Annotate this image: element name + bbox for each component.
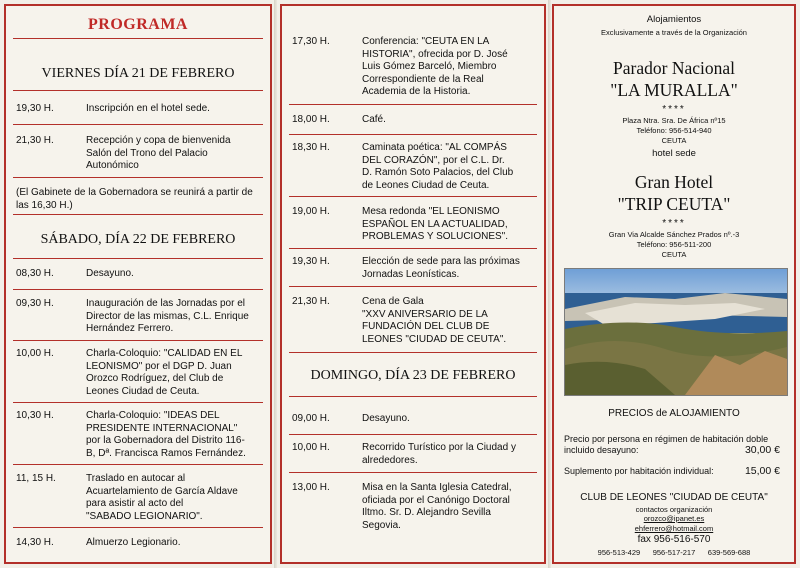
lodging-title: Alojamientos — [646, 14, 702, 25]
fax-number: fax 956-516-570 — [637, 534, 711, 545]
programa-title: PROGRAMA — [88, 16, 188, 33]
hotel1-stars: **** — [662, 104, 686, 115]
event-line: Inauguración de las Jornadas por el — [86, 298, 245, 309]
phone-number: 639-569-688 — [707, 548, 751, 557]
event-line: Elección de sede para las próximas — [362, 256, 520, 267]
event-description — [362, 206, 534, 244]
event-line: Charla-Coloquio: "CALIDAD EN EL — [86, 348, 243, 359]
event-description — [86, 537, 262, 550]
price-description: Precio por persona en régimen de habitación doble — [564, 434, 769, 444]
divider — [289, 434, 537, 435]
phone-number: 956-517-217 — [652, 548, 696, 557]
event-line: Segovia. — [362, 519, 401, 531]
ceuta-landscape-image — [565, 269, 787, 395]
event-line: por la Gobernadora del Distrito 116- — [86, 435, 245, 446]
divider — [13, 177, 263, 178]
divider — [289, 196, 537, 197]
event-line: Salón del Trono del Palacio — [86, 147, 208, 159]
hotel-sede-badge: hotel sede — [652, 148, 696, 159]
event-description — [86, 473, 262, 523]
divider — [13, 90, 263, 91]
event-line: Misa en la Santa Iglesia Catedral, — [362, 482, 512, 493]
event-line: Caminata poética: "AL COMPÁS — [362, 142, 507, 153]
hotel2-stars: **** — [662, 218, 686, 229]
event-line: LEONISMO" por el DGP D. Juan — [86, 360, 232, 372]
event-line: Leones Ciudad de Ceuta. — [86, 385, 200, 397]
divider — [13, 402, 263, 403]
event-line: Luis Gómez Barceló, Miembro — [362, 61, 497, 72]
event-line: de Leones Ciudad de Ceuta. — [362, 179, 490, 191]
event-description — [362, 142, 534, 192]
event-time: 10,00 H. — [292, 442, 330, 453]
event-description — [362, 442, 534, 467]
event-line: Iltmo. Sr. D. Alejandro Sevilla — [362, 507, 491, 518]
hotel2-name: Gran Hotel — [634, 172, 714, 192]
event-line: Café. — [362, 114, 386, 125]
event-line: FUNDACIÓN DEL CLUB DE — [362, 321, 490, 332]
divider — [289, 286, 537, 287]
event-line: ESPAÑOL EN LA ACTUALIDAD, — [362, 218, 508, 230]
event-line: LEONES "CIUDAD DE CEUTA". — [362, 333, 507, 345]
day-heading-friday: VIERNES DÍA 21 DE FEBRERO — [41, 66, 235, 81]
event-line: Correspondiente de la Real — [362, 73, 484, 85]
event-time: 18,30 H. — [292, 142, 330, 153]
fold-crease — [548, 0, 551, 568]
event-line: Mesa redonda "EL LEONISMO — [362, 206, 500, 217]
event-line: Autonómico — [86, 160, 139, 171]
event-time: 11, 15 H. — [16, 473, 56, 484]
panel-programa-middle — [280, 4, 546, 564]
day-heading-sunday: DOMINGO, DÍA 23 DE FEBRERO — [310, 368, 516, 383]
lodging-subtitle: Exclusivamente a través de la Organización — [601, 28, 747, 37]
note-line: las 16,30 H.) — [16, 199, 73, 211]
event-line: Academia de la Historia. — [362, 86, 471, 97]
email-ehferrero[interactable]: ehferrero@hotmail.com — [634, 524, 714, 533]
event-line: Director de las mismas, C.L. Enrique — [86, 310, 249, 322]
event-time: 21,30 H. — [16, 135, 54, 146]
event-time: 17,30 H. — [292, 36, 330, 47]
event-description — [362, 256, 534, 281]
divider — [289, 352, 537, 353]
hotel1-name: Parador Nacional — [613, 58, 735, 78]
price-description: Suplemento por habitación individual: — [564, 466, 714, 476]
event-time: 09,00 H. — [292, 413, 330, 424]
divider — [13, 38, 263, 39]
ceuta-panorama-photo — [564, 268, 788, 396]
event-time: 21,30 H. — [292, 296, 330, 307]
event-time: 09,30 H. — [16, 298, 54, 309]
price-value: 30,00 € — [744, 444, 780, 456]
event-description — [362, 114, 534, 127]
event-line: B, Dª. Francisca Ramos Fernández. — [86, 447, 246, 459]
hotel1-name-quoted: "LA MURALLA" — [610, 80, 738, 100]
event-line: PRESIDENTE INTERNACIONAL" — [86, 422, 238, 434]
event-time: 19,30 H. — [292, 256, 330, 267]
event-line: "SABADO LEGIONARIO". — [86, 510, 203, 522]
event-line: alrededores. — [362, 454, 418, 466]
event-line: Almuerzo Legionario. — [86, 537, 181, 548]
divider — [13, 124, 263, 125]
price-double-room — [564, 434, 780, 456]
event-time: 19,00 H. — [292, 206, 330, 217]
divider — [13, 340, 263, 341]
event-description — [86, 268, 262, 281]
email-orozco[interactable]: orozco@ipanet.es — [643, 514, 705, 523]
panel-programa-left — [4, 4, 272, 564]
hotel2-city: CEUTA — [661, 250, 687, 259]
event-time: 08,30 H. — [16, 268, 54, 279]
divider — [13, 258, 263, 259]
phone-number: 956-513-429 — [597, 548, 641, 557]
event-line: "XXV ANIVERSARIO DE LA — [362, 308, 488, 320]
hotel1-city: CEUTA — [661, 136, 687, 145]
divider — [289, 248, 537, 249]
fold-crease — [274, 0, 277, 568]
event-description — [362, 36, 534, 99]
event-line: Cena de Gala — [362, 296, 424, 307]
event-line: Recorrido Turístico por la Ciudad y — [362, 442, 516, 453]
event-line: Recepción y copa de bienvenida — [86, 135, 231, 146]
event-line: Desayuno. — [362, 413, 410, 424]
panel-lodging — [552, 4, 796, 564]
event-time: 14,30 H. — [16, 537, 54, 548]
divider — [13, 289, 263, 290]
event-line: Charla-Coloquio: "IDEAS DEL — [86, 410, 220, 421]
price-single-supplement — [564, 466, 780, 477]
price-description: incluido desayuno: — [564, 445, 639, 455]
event-time: 19,30 H. — [16, 103, 54, 114]
event-description — [86, 348, 262, 398]
event-line: Inscripción en el hotel sede. — [86, 103, 210, 114]
event-description — [86, 410, 262, 460]
divider — [289, 396, 537, 397]
hotel2-phone: Teléfono: 956-511-200 — [636, 240, 712, 249]
event-line: Acuartelamiento de García Aldave — [86, 485, 238, 497]
divider — [13, 464, 263, 465]
event-description — [362, 482, 534, 532]
divider — [289, 134, 537, 135]
event-line: HISTORIA", ofrecida por D. José — [362, 48, 508, 60]
event-line: D. Ramón Soto Palacios, del Club — [362, 167, 514, 178]
event-description — [86, 103, 262, 116]
event-line: oficiada por el Canónigo Doctoral — [362, 494, 510, 506]
contacts-label: contactos organización — [635, 505, 713, 514]
event-line: PROBLEMAS Y SOLUCIONES". — [362, 231, 509, 242]
governor-note — [16, 187, 258, 212]
event-time: 18,00 H. — [292, 114, 330, 125]
event-line: Conferencia: "CEUTA EN LA — [362, 36, 490, 47]
divider — [289, 104, 537, 105]
event-line: para asistir al acto del — [86, 498, 184, 509]
event-description — [362, 296, 534, 346]
divider — [289, 472, 537, 473]
event-description — [362, 413, 534, 426]
hotel2-address: Gran Via Alcalde Sánchez Prados nº.-3 — [608, 230, 740, 239]
event-description — [86, 298, 262, 336]
club-name: CLUB DE LEONES "CIUDAD DE CEUTA" — [580, 492, 768, 503]
divider — [13, 527, 263, 528]
divider — [13, 214, 263, 215]
event-line: DEL CORAZÓN", por el C.L. Dr. — [362, 154, 505, 166]
event-line: Traslado en autocar al — [86, 473, 186, 484]
note-line: (El Gabinete de la Gobernadora se reunirá a partir de — [16, 187, 253, 198]
hotel2-name-quoted: "TRIP CEUTA" — [617, 194, 731, 214]
event-time: 10,00 H. — [16, 348, 54, 359]
prices-title: PRECIOS de ALOJAMIENTO — [608, 408, 740, 419]
event-line: Orozco Rodríguez, del Club de — [86, 373, 224, 384]
hotel1-address: Plaza Ntra. Sra. De África nº15 — [622, 116, 726, 125]
phone-numbers — [554, 548, 794, 558]
event-line: Hernández Ferrero. — [86, 323, 174, 334]
event-description — [86, 135, 262, 173]
event-time: 13,00 H. — [292, 482, 330, 493]
event-time: 10,30 H. — [16, 410, 54, 421]
hotel1-phone: Teléfono: 956-514-940 — [636, 126, 712, 135]
event-line: Jornadas Leonísticas. — [362, 268, 460, 280]
event-line: Desayuno. — [86, 268, 134, 279]
day-heading-saturday: SÁBADO, DÍA 22 DE FEBRERO — [40, 232, 236, 247]
price-value: 15,00 € — [744, 465, 780, 477]
